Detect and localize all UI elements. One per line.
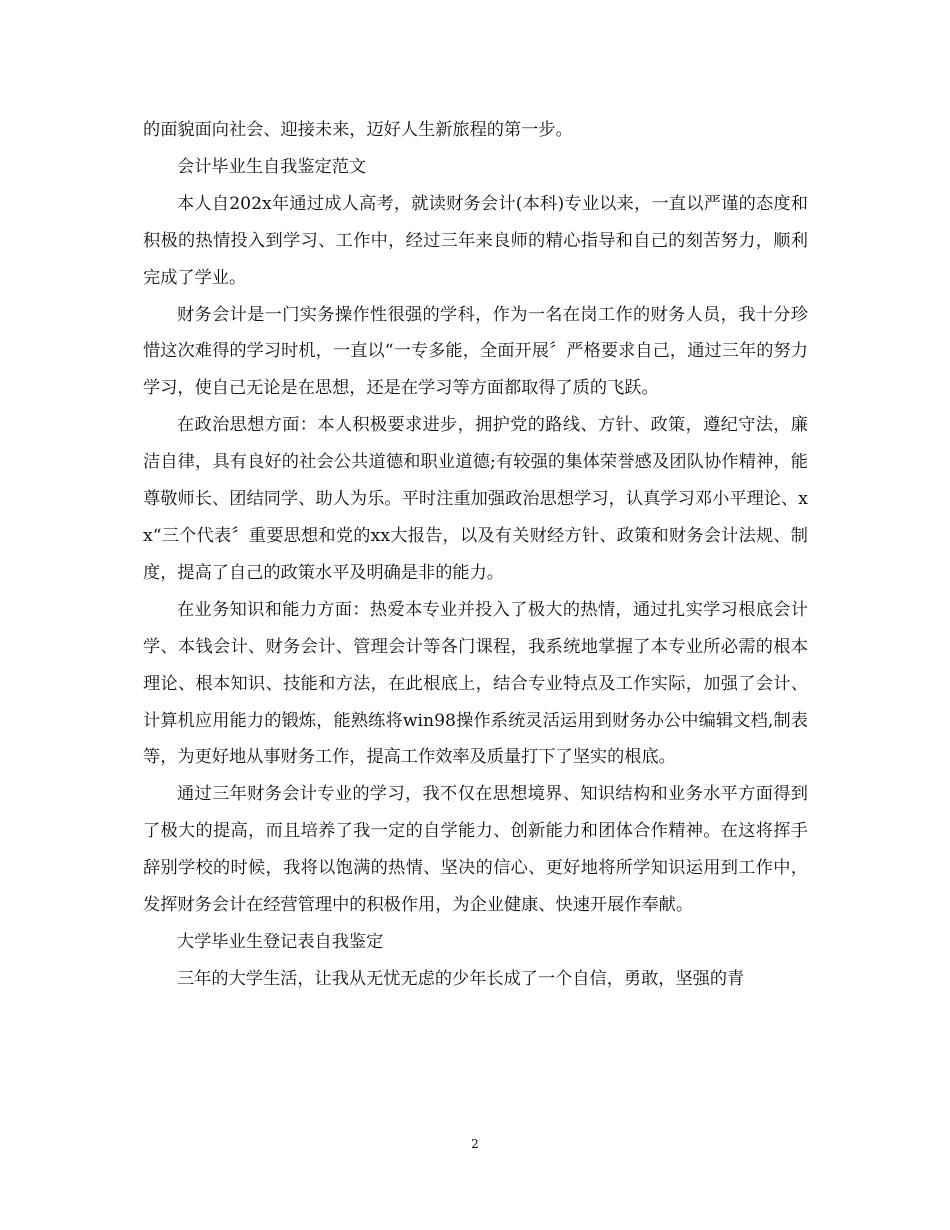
paragraph-financial-accounting: 财务会计是一门实务操作性很强的学科，作为一名在岗工作的财务人员，我十分珍惜这次难得的学习时机，一直以“一专多能，全面开展〞严格要求自己，通过三年的努力学习，使自己无论是在思想，还是在学习等方面都取得了质的飞跃。 xyxy=(143,304,808,399)
section-heading-accounting-graduate: 会计毕业生自我鉴定范文 xyxy=(177,156,367,177)
paragraph-continuation: 的面貌面向社会、迎接未来，迈好人生新旅程的第一步。 xyxy=(143,120,573,140)
document-body xyxy=(143,112,808,998)
paragraph-university-life: 三年的大学生活，让我从无忧无虑的少年长成了一个自信，勇敢，坚强的青 xyxy=(177,968,745,989)
paragraph-summary: 通过三年财务会计专业的学习，我不仅在思想境界、知识结构和业务水平方面得到了极大的提高，而且培养了我一定的自学能力、创新能力和团体合作精神。在这将挥手辞别学校的时候，我将以饱满的热情、坚决的信心、更好地将所学知识运用到工作中，发挥财务会计在经营管理中的积极作用，为企业健康、快速开展作奉献。 xyxy=(143,784,808,916)
paragraph-political-thought: 在政治思想方面：本人积极要求进步，拥护党的路线、方针、政策，遵纪守法，廉洁自律，具有良好的社会公共道德和职业道德;有较强的集体荣誉感及团队协作精神，能尊敬师长、团结同学、助人为乐。平时注重加强政治思想学习，认真学习邓小平理论、xx“三个代表〞重要思想和党的xx大报告，以及有关财经方针、政策和财务会计法规、制度，提高了自己的政策水平及明确是非的能力。 xyxy=(143,415,808,583)
paragraph-professional-knowledge: 在业务知识和能力方面：热爱本专业并投入了极大的热情，通过扎实学习根底会计学、本钱会计、财务会计、管理会计等各门课程，我系统地掌握了本专业所必需的根本理论、根本知识、技能和方法，在此根底上，结合专业特点及工作实际，加强了会计、计算机应用能力的锻炼，能熟练将win98操作系统灵活运用到财务办公中编辑文档,制表等，为更好地从事财务工作，提高工作效率及质量打下了坚实的根底。 xyxy=(143,599,808,768)
section-heading-registration-form: 大学毕业生登记表自我鉴定 xyxy=(177,931,384,952)
paragraph-intro: 本人自202x年通过成人高考，就读财务会计(本科)专业以来，一直以严谨的态度和积极的热情投入到学习、工作中，经过三年来良师的精心指导和自己的刻苦努力，顺利完成了学业。 xyxy=(143,193,808,288)
page-number: 2 xyxy=(471,1137,479,1151)
